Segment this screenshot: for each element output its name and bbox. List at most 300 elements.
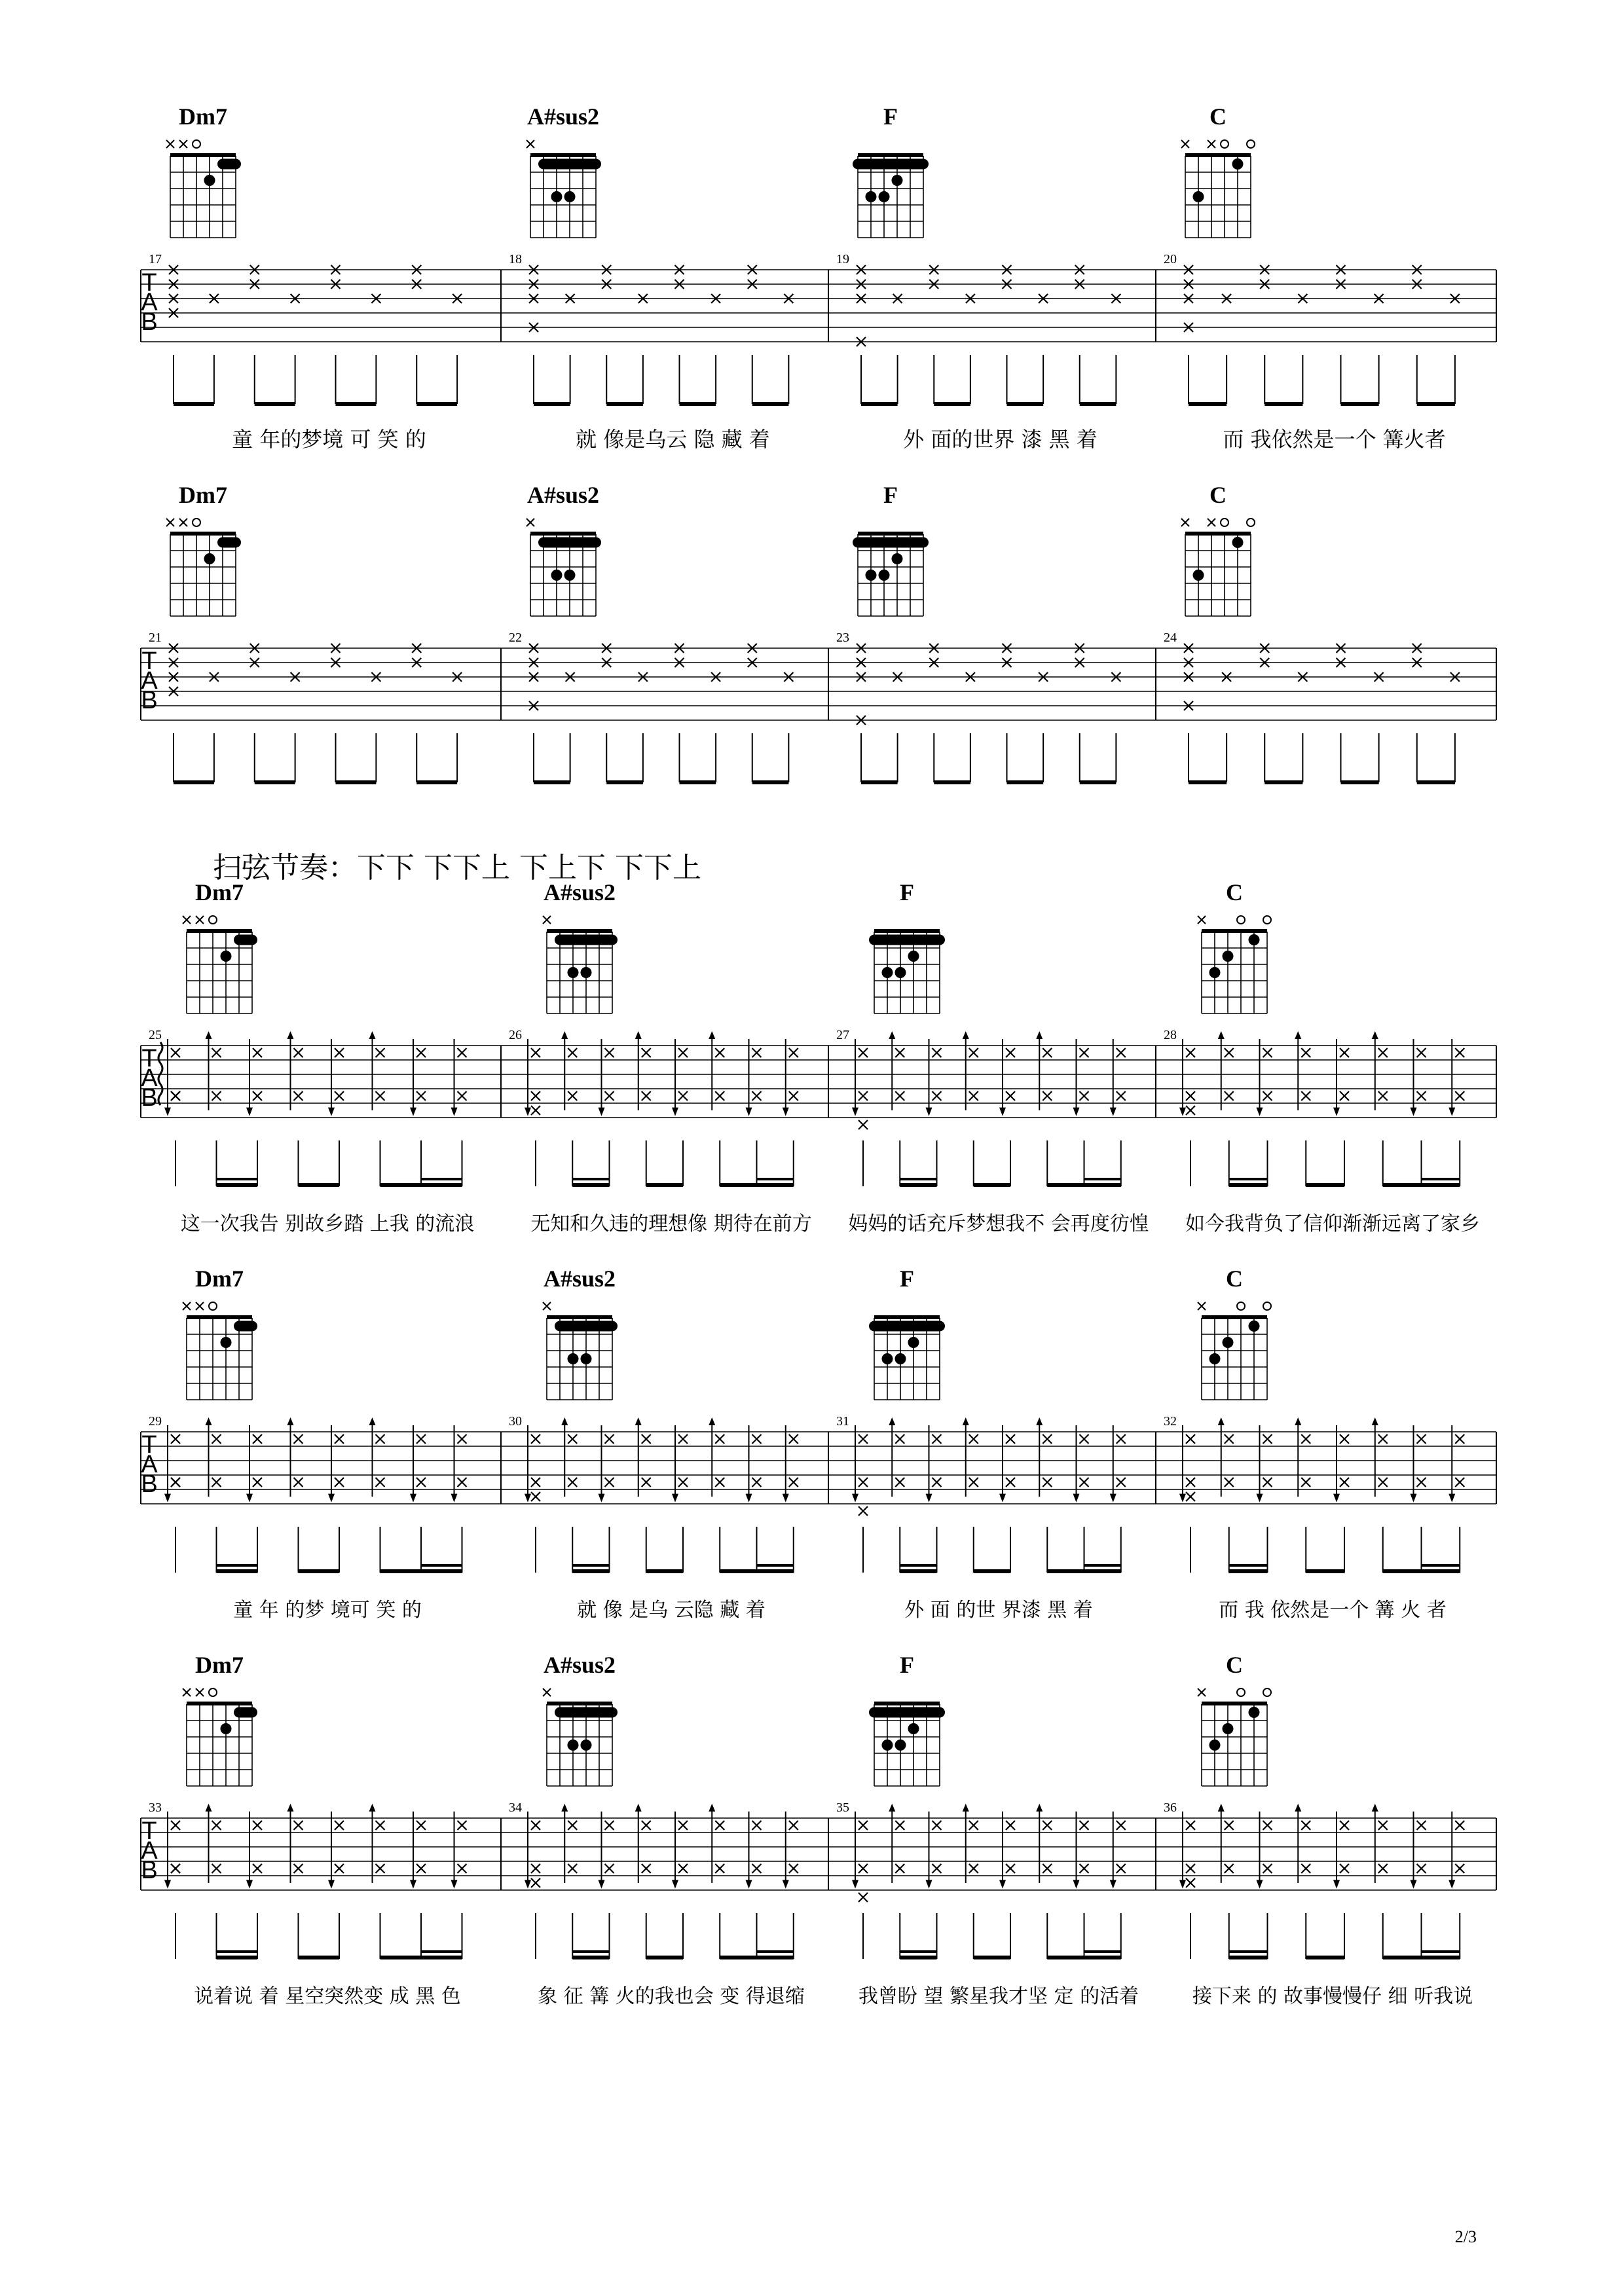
chord-finger-dot xyxy=(568,1353,579,1364)
tab-note-group xyxy=(748,265,757,404)
chord-finger-dot xyxy=(882,1740,893,1751)
strum-note-group xyxy=(1295,1031,1310,1186)
chord-diagram xyxy=(166,482,241,616)
tab-x-note xyxy=(642,1478,651,1487)
measure-number: 33 xyxy=(149,1800,162,1815)
chord-finger-dot xyxy=(204,175,215,186)
measure-number: 17 xyxy=(149,252,162,266)
chord-name: Dm7 xyxy=(179,103,227,130)
strum-note-group xyxy=(599,1812,614,1959)
chord-finger-dot xyxy=(908,1337,919,1348)
string-muted-icon xyxy=(1208,140,1215,148)
string-muted-icon xyxy=(166,140,174,148)
tab-x-note xyxy=(605,1048,614,1057)
arrow-head-icon xyxy=(963,1804,969,1812)
note-beam xyxy=(680,402,716,406)
note-beam xyxy=(217,1569,258,1573)
chord-finger-dot xyxy=(895,1353,906,1364)
chord-barre xyxy=(853,538,929,548)
arrow-head-icon xyxy=(410,1880,416,1889)
strum-note-group xyxy=(963,1031,978,1186)
lyric-line: 童 年 的梦 境可 笑 的 xyxy=(233,1599,422,1622)
strum-note-group xyxy=(852,1812,868,1959)
arrow-head-icon xyxy=(410,1108,416,1116)
tab-x-note xyxy=(171,1048,180,1057)
tab-clef: T xyxy=(141,1045,157,1072)
tab-note-group xyxy=(1111,672,1120,782)
lyric-line: 接下来 的 故事慢慢仔 细 听我说 xyxy=(1192,1985,1473,2008)
note-beam xyxy=(934,402,970,406)
tab-x-note xyxy=(416,1864,426,1873)
tab-note-group xyxy=(1375,294,1384,404)
arrow-head-icon xyxy=(451,1108,458,1116)
strum-note-group xyxy=(852,1425,868,1573)
string-muted-icon xyxy=(183,1688,191,1696)
tab-x-note xyxy=(253,1091,262,1101)
note-beam xyxy=(900,1956,936,1959)
chord-finger-dot xyxy=(564,191,576,202)
strum-note-group xyxy=(1372,1031,1388,1186)
measure-number: 28 xyxy=(1164,1028,1177,1042)
chord-diagram xyxy=(869,1266,945,1400)
tab-x-note xyxy=(895,1048,904,1057)
strum-note-group xyxy=(1333,1812,1349,1959)
arrow-head-icon xyxy=(783,1494,789,1503)
chord-finger-dot xyxy=(866,570,877,581)
chord-name: Dm7 xyxy=(195,1266,244,1292)
arrow-head-icon xyxy=(599,1108,605,1116)
tab-note-group xyxy=(1184,644,1193,782)
note-beam xyxy=(1047,1956,1121,1959)
string-muted-icon xyxy=(179,140,187,148)
arrow-head-icon xyxy=(1372,1417,1378,1425)
note-beam xyxy=(1422,1178,1460,1180)
tab-x-note xyxy=(1116,1821,1126,1830)
tab-note-group xyxy=(331,265,341,404)
tab-x-note xyxy=(715,1091,724,1101)
tab-note-group xyxy=(784,672,793,782)
chord-finger-dot xyxy=(1209,1353,1221,1364)
arrow-head-icon xyxy=(672,1880,678,1889)
tab-x-note xyxy=(858,1821,868,1830)
arrow-head-icon xyxy=(328,1108,335,1116)
tab-note-group xyxy=(529,265,538,404)
strum-note-group xyxy=(451,1812,467,1959)
tab-x-note xyxy=(568,1434,577,1444)
tab-x-note xyxy=(1116,1864,1126,1873)
strum-note-group xyxy=(328,1039,344,1186)
measure-number: 29 xyxy=(149,1414,162,1429)
tab-x-note xyxy=(1455,1091,1464,1101)
tab-x-note xyxy=(458,1821,467,1830)
tab-clef: A xyxy=(141,1451,158,1478)
tab-x-note xyxy=(969,1821,978,1830)
note-beam xyxy=(174,402,214,406)
arrow-head-icon xyxy=(635,1804,642,1812)
tab-note-group xyxy=(1184,265,1193,404)
arrow-head-icon xyxy=(561,1417,568,1425)
tab-x-note xyxy=(212,1091,221,1101)
note-beam xyxy=(974,1569,1010,1573)
tab-note-group xyxy=(711,294,720,404)
tab-clef: A xyxy=(141,667,158,695)
tab-note-group xyxy=(1450,672,1460,782)
chord-name: Dm7 xyxy=(195,1652,244,1678)
note-beam xyxy=(217,1178,258,1180)
tab-x-note xyxy=(1417,1048,1426,1057)
tab-x-note xyxy=(568,1821,577,1830)
arrow-head-icon xyxy=(1218,1031,1225,1039)
arrow-head-icon xyxy=(1110,1494,1116,1503)
tab-x-note xyxy=(1043,1048,1052,1057)
measure-number: 26 xyxy=(509,1028,522,1042)
chord-nut xyxy=(874,929,940,933)
note-beam xyxy=(646,1183,683,1187)
string-muted-icon xyxy=(179,519,187,526)
tab-x-note xyxy=(1006,1864,1015,1873)
arrow-head-icon xyxy=(783,1880,789,1889)
tab-x-note xyxy=(1263,1091,1272,1101)
chord-barre xyxy=(555,935,618,945)
chord-finger-dot xyxy=(204,553,215,564)
string-muted-icon xyxy=(196,1688,204,1696)
strum-note-group xyxy=(164,1812,180,1959)
string-muted-icon xyxy=(166,519,174,526)
tab-x-note xyxy=(1080,1864,1089,1873)
tab-note-group xyxy=(857,265,866,404)
measure-number: 31 xyxy=(836,1414,849,1429)
lyric-line: 我曾盼 望 繁星我才坚 定 的活着 xyxy=(858,1985,1139,2008)
note-beam xyxy=(572,1569,609,1573)
lyric-line: 象 征 篝 火的我也会 变 得退缩 xyxy=(538,1985,805,2008)
tab-x-note xyxy=(642,1821,651,1830)
chord-finger-dot xyxy=(1232,158,1244,170)
tab-x-note xyxy=(294,1478,303,1487)
tab-x-note xyxy=(1263,1864,1272,1873)
chord-diagram xyxy=(183,1652,257,1786)
strum-note-group xyxy=(246,1812,262,1959)
note-beam xyxy=(861,780,898,784)
arrow-head-icon xyxy=(1036,1031,1043,1039)
tab-note-group xyxy=(1003,265,1012,404)
chord-nut xyxy=(170,153,236,157)
note-beam xyxy=(1080,780,1116,784)
chord-diagram xyxy=(183,1266,257,1400)
arrow-head-icon xyxy=(1110,1108,1116,1116)
tab-x-note xyxy=(253,1478,262,1487)
tab-x-note xyxy=(335,1478,344,1487)
chord-barre xyxy=(538,538,601,548)
tab-x-note xyxy=(1186,1434,1195,1444)
note-beam xyxy=(421,1178,462,1180)
note-beam xyxy=(1422,1950,1460,1953)
strum-note-group xyxy=(1073,1039,1089,1186)
tab-note-group xyxy=(1222,294,1231,404)
note-beam xyxy=(1264,402,1302,406)
tab-x-note xyxy=(1225,1821,1234,1830)
note-beam xyxy=(255,402,295,406)
strum-note-group xyxy=(999,1812,1015,1959)
note-beam xyxy=(1229,1569,1268,1573)
lyric-line: 就 像 是乌 云隐 藏 着 xyxy=(577,1599,766,1622)
tab-clef: B xyxy=(141,1857,158,1884)
arrow-head-icon xyxy=(369,1804,376,1812)
string-muted-icon xyxy=(1208,519,1215,526)
string-open-icon xyxy=(1247,519,1255,526)
arrow-head-icon xyxy=(246,1880,253,1889)
arrow-head-icon xyxy=(635,1417,642,1425)
tab-note-group xyxy=(748,644,757,782)
tab-x-note xyxy=(253,1821,262,1830)
arrow-head-icon xyxy=(963,1031,969,1039)
arrow-head-icon xyxy=(746,1108,752,1116)
strum-note-group xyxy=(1179,1812,1195,1959)
note-beam xyxy=(1417,402,1455,406)
note-beam xyxy=(1084,1950,1121,1953)
tab-x-note xyxy=(1116,1048,1126,1057)
strum-note-group xyxy=(1372,1417,1388,1573)
arrow-head-icon xyxy=(889,1417,895,1425)
note-beam xyxy=(1084,1564,1121,1567)
note-beam xyxy=(1383,1956,1460,1959)
lyric-line: 如今我背负了信仰渐渐远离了家乡 xyxy=(1185,1212,1480,1235)
tab-x-note xyxy=(789,1434,798,1444)
strum-note-group xyxy=(746,1039,762,1186)
tab-note-group xyxy=(250,265,259,404)
chord-diagram xyxy=(853,103,929,238)
tab-x-note xyxy=(376,1478,385,1487)
strum-note-group xyxy=(635,1031,651,1186)
chord-finger-dot xyxy=(908,1723,919,1734)
chord-diagram xyxy=(1198,879,1271,1013)
arrow-head-icon xyxy=(328,1494,335,1503)
note-beam xyxy=(421,1950,462,1953)
note-beam xyxy=(720,1569,794,1573)
arrow-head-icon xyxy=(369,1031,376,1039)
arrow-head-icon xyxy=(1110,1880,1116,1889)
tab-x-note xyxy=(858,1893,868,1902)
tab-x-note xyxy=(1417,1821,1426,1830)
chord-name: C xyxy=(1226,879,1243,905)
tab-x-note xyxy=(1080,1091,1089,1101)
arrow-head-icon xyxy=(1411,1108,1417,1116)
tab-note-group xyxy=(602,265,611,404)
arrow-head-icon xyxy=(1295,1031,1301,1039)
strum-note-group xyxy=(1449,1039,1464,1186)
arrow-head-icon xyxy=(1257,1880,1263,1889)
tab-x-note xyxy=(895,1864,904,1873)
chord-finger-dot xyxy=(1223,951,1234,962)
arrow-head-icon xyxy=(1449,1880,1455,1889)
strum-note-group xyxy=(1257,1039,1272,1186)
arrow-head-icon xyxy=(328,1880,335,1889)
tab-x-note xyxy=(932,1434,942,1444)
string-muted-icon xyxy=(543,1688,551,1696)
tab-clef: A xyxy=(141,289,158,316)
tab-note-group xyxy=(210,672,219,782)
strum-note-group xyxy=(635,1804,651,1959)
chord-finger-dot xyxy=(564,570,576,581)
arrow-head-icon xyxy=(1411,1880,1417,1889)
tab-note-group xyxy=(638,672,648,782)
strum-note-group xyxy=(206,1804,221,1959)
string-open-icon xyxy=(1237,1302,1245,1310)
tab-x-note xyxy=(858,1091,868,1101)
strum-note-group xyxy=(963,1417,978,1573)
strum-note-group xyxy=(164,1425,180,1573)
tab-x-note xyxy=(1006,1821,1015,1830)
tab-x-note xyxy=(895,1434,904,1444)
tab-x-note xyxy=(416,1091,426,1101)
arrow-head-icon xyxy=(246,1494,253,1503)
tab-x-note xyxy=(416,1434,426,1444)
tab-note-group xyxy=(675,265,684,404)
strum-note-group xyxy=(525,1039,540,1186)
tab-x-note xyxy=(1340,1091,1349,1101)
tab-x-note xyxy=(458,1048,467,1057)
note-beam xyxy=(646,1569,683,1573)
tab-x-note xyxy=(376,1434,385,1444)
tab-x-note xyxy=(458,1478,467,1487)
chord-finger-dot xyxy=(581,967,592,978)
tab-clef: T xyxy=(141,1817,157,1845)
tab-note-group xyxy=(1412,265,1422,404)
note-beam xyxy=(299,1183,340,1187)
strum-note-group xyxy=(963,1804,978,1959)
tab-note-group xyxy=(1111,294,1120,404)
tab-x-note xyxy=(789,1091,798,1101)
arrow-head-icon xyxy=(1295,1417,1301,1425)
strum-note-group xyxy=(410,1425,426,1573)
arrow-head-icon xyxy=(1257,1494,1263,1503)
tab-x-note xyxy=(1116,1091,1126,1101)
tab-x-note xyxy=(1006,1048,1015,1057)
tab-x-note xyxy=(1378,1821,1388,1830)
tab-x-note xyxy=(1378,1091,1388,1101)
tab-note-group xyxy=(1039,294,1048,404)
tab-x-note xyxy=(678,1048,688,1057)
strum-note-group xyxy=(1411,1425,1426,1573)
strum-note-group xyxy=(1372,1804,1388,1959)
tab-x-note xyxy=(531,1492,540,1501)
note-beam xyxy=(720,1183,794,1187)
tab-x-note xyxy=(969,1048,978,1057)
tab-note-group xyxy=(566,294,575,404)
chord-finger-dot xyxy=(1249,1321,1260,1332)
note-beam xyxy=(380,1569,462,1573)
lyric-line: 外 面的世界 漆 黑 着 xyxy=(903,427,1098,452)
note-beam xyxy=(1007,402,1044,406)
tab-note-group xyxy=(371,672,380,782)
lyric-line: 就 像是乌云 隐 藏 着 xyxy=(576,427,770,452)
strum-note-group xyxy=(999,1425,1015,1573)
tab-x-note xyxy=(416,1478,426,1487)
tab-x-note xyxy=(1455,1821,1464,1830)
tab-x-note xyxy=(642,1434,651,1444)
tab-x-note xyxy=(416,1821,426,1830)
tab-note-group xyxy=(966,672,975,782)
tab-x-note xyxy=(568,1048,577,1057)
arrow-head-icon xyxy=(1333,1494,1340,1503)
strum-note-group xyxy=(451,1039,467,1186)
strum-note-group xyxy=(525,1812,540,1959)
arrow-head-icon xyxy=(287,1031,294,1039)
note-beam xyxy=(900,1178,936,1180)
tab-x-note xyxy=(858,1478,868,1487)
arrow-head-icon xyxy=(1333,1880,1340,1889)
string-muted-icon xyxy=(543,916,551,924)
lyric-line: 外 面 的世 界漆 黑 着 xyxy=(904,1599,1093,1622)
arrow-head-icon xyxy=(1179,1108,1186,1116)
chord-diagram xyxy=(543,879,618,1013)
tab-x-note xyxy=(678,1864,688,1873)
strum-note-group xyxy=(926,1425,942,1573)
tab-x-note xyxy=(458,1434,467,1444)
string-muted-icon xyxy=(1181,519,1189,526)
tab-note-group xyxy=(966,294,975,404)
tab-note-group xyxy=(1039,672,1048,782)
chord-nut xyxy=(1202,1702,1267,1705)
note-beam xyxy=(572,1178,609,1180)
chord-nut xyxy=(858,153,923,157)
tab-x-note xyxy=(1080,1434,1089,1444)
tab-x-note xyxy=(1186,1864,1195,1873)
string-muted-icon xyxy=(183,916,191,924)
note-beam xyxy=(1189,402,1227,406)
arrow-head-icon xyxy=(852,1880,858,1889)
strum-note-group xyxy=(561,1031,577,1186)
arrow-head-icon xyxy=(852,1108,858,1116)
strum-note-group xyxy=(328,1812,344,1959)
tab-x-note xyxy=(642,1864,651,1873)
tab-system xyxy=(141,1652,1496,2008)
strum-note-group xyxy=(410,1812,426,1959)
strum-note-group xyxy=(926,1039,942,1186)
tab-note-group xyxy=(1337,265,1346,404)
tab-x-note xyxy=(531,1821,540,1830)
arrow-head-icon xyxy=(164,1108,171,1116)
tab-clef: B xyxy=(141,687,158,714)
tab-x-note xyxy=(678,1478,688,1487)
strum-note-group xyxy=(1218,1417,1234,1573)
tab-x-note xyxy=(171,1434,180,1444)
arrow-head-icon xyxy=(783,1108,789,1116)
string-open-icon xyxy=(193,140,200,148)
tab-note-group xyxy=(291,672,300,782)
note-beam xyxy=(217,1956,258,1959)
arrow-head-icon xyxy=(1411,1494,1417,1503)
string-open-icon xyxy=(1221,519,1228,526)
chord-name: F xyxy=(883,103,898,130)
chord-diagram xyxy=(166,103,241,238)
chord-nut xyxy=(187,1702,252,1705)
strum-note-group xyxy=(1073,1812,1089,1959)
tab-clef: B xyxy=(141,1084,158,1112)
tab-x-note xyxy=(1225,1434,1234,1444)
tab-note-group xyxy=(929,644,938,782)
note-beam xyxy=(757,1950,794,1953)
arrow-head-icon xyxy=(525,1880,531,1889)
tab-x-note xyxy=(1340,1821,1349,1830)
arrow-head-icon xyxy=(1333,1108,1340,1116)
chord-nut xyxy=(187,1315,252,1319)
lyric-line: 无知和久违的理想像 期待在前方 xyxy=(530,1212,812,1235)
strum-note-group xyxy=(599,1425,614,1573)
tab-x-note xyxy=(932,1478,942,1487)
strum-note-group xyxy=(525,1425,540,1573)
chord-finger-dot xyxy=(1249,1707,1260,1718)
tab-x-note xyxy=(568,1478,577,1487)
